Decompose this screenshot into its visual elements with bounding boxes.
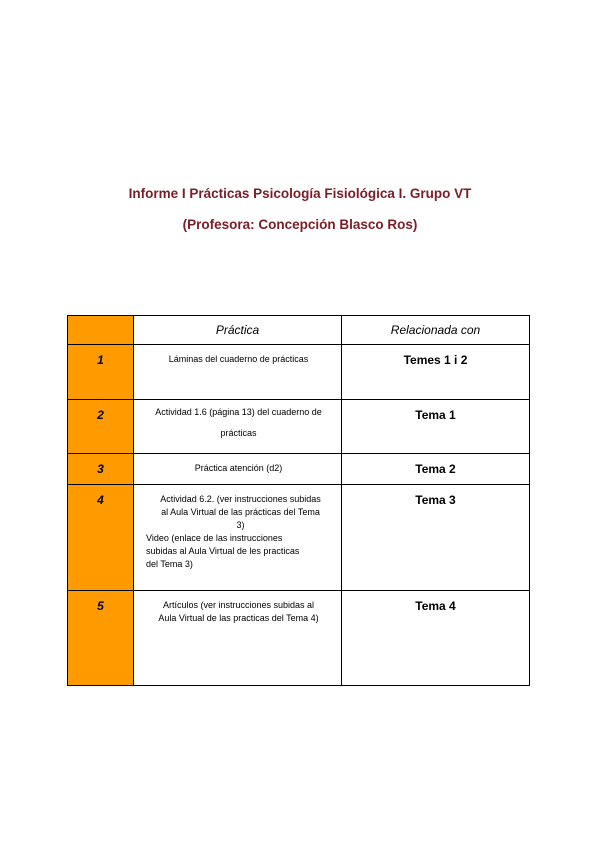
row-number: 1 <box>68 345 134 400</box>
row-number: 5 <box>68 591 134 686</box>
table-row <box>68 454 530 485</box>
header-practica: Práctica <box>134 316 342 345</box>
tema-cell: Temes 1 i 2 <box>342 345 530 400</box>
practica-line: Actividad 6.2. (ver instrucciones subidas <box>160 494 321 504</box>
table-row <box>68 345 530 400</box>
practica-cell <box>134 400 342 454</box>
header-number-cell <box>68 316 134 345</box>
row-number: 3 <box>68 454 134 485</box>
practica-line: Actividad 1.6 (página 13) del cuaderno de <box>155 407 322 417</box>
row-number: 2 <box>68 400 134 454</box>
practica-line: del Tema 3) <box>146 559 193 569</box>
tema-cell: Tema 4 <box>342 591 530 686</box>
practica-cell <box>134 591 342 686</box>
table-row <box>68 400 530 454</box>
document-subtitle: (Profesora: Concepción Blasco Ros) <box>182 217 418 232</box>
tema-cell: Tema 1 <box>342 400 530 454</box>
practica-line: Video (enlace de las instrucciones <box>146 533 283 543</box>
practica-line: prácticas <box>220 428 257 438</box>
practica-cell <box>134 454 342 485</box>
practica-cell <box>134 485 342 591</box>
tema-cell: Tema 3 <box>342 485 530 591</box>
practica-line: Práctica atención (d2) <box>194 463 283 473</box>
table-row <box>68 485 530 591</box>
practica-line: Aula Virtual de las practicas del Tema 4) <box>158 613 319 623</box>
practica-line: Láminas del cuaderno de prácticas <box>168 354 309 364</box>
tema-cell: Tema 2 <box>342 454 530 485</box>
row-number: 4 <box>68 485 134 591</box>
document-title: Informe I Prácticas Psicología Fisiológica I. Grupo VT <box>128 186 472 201</box>
practica-line: 3) <box>236 520 245 530</box>
practica-line: subidas al Aula Virtual de les practicas <box>146 546 300 556</box>
practica-cell <box>134 345 342 400</box>
header-relacionada: Relacionada con <box>342 316 530 345</box>
practica-line: al Aula Virtual de las prácticas del Tema <box>161 507 320 517</box>
practices-table <box>67 315 530 686</box>
practica-line: Artículos (ver instrucciones subidas al <box>162 600 315 610</box>
table-row <box>68 591 530 686</box>
table-header-row <box>68 316 530 345</box>
